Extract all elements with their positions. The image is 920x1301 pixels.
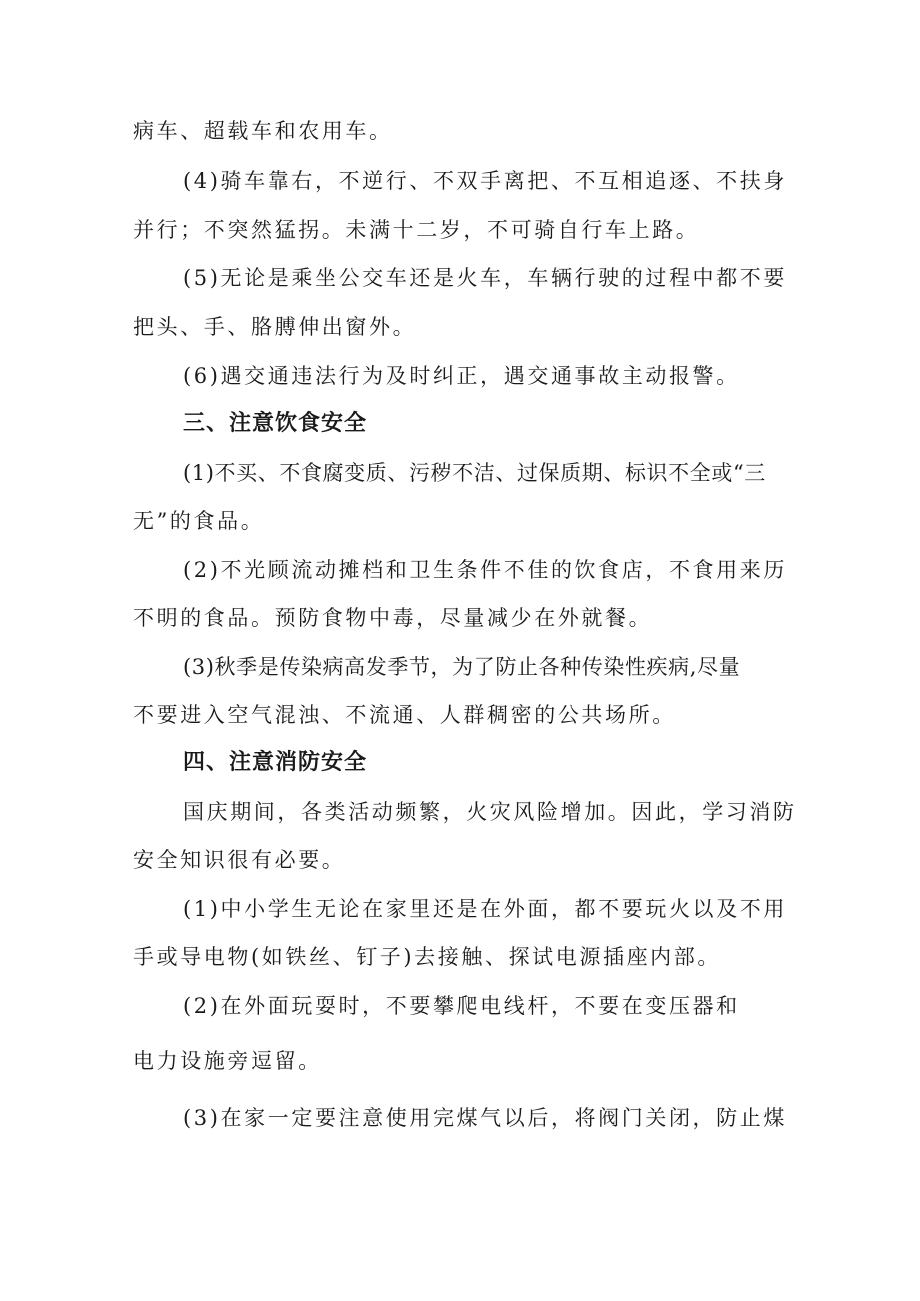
food-item-2-line-2: 不明的食品。预防食物中毒，尽量减少在外就餐。: [133, 606, 653, 630]
food-item-3-line-2: 不要进入空气混浊、不流通、人群稠密的公共场所。: [133, 703, 676, 727]
list-item-6: (6)遇交通违法行为及时纠正，遇交通事故主动报警。: [183, 364, 740, 388]
list-item-4-line-2: 并行；不突然猛拐。未满十二岁，不可骑自行车上路。: [133, 218, 700, 242]
list-item-4-line-1: (4)骑车靠右，不逆行、不双手离把、不互相追逐、不扶身: [183, 169, 787, 193]
fire-intro-line-2: 安全知识很有必要。: [133, 848, 346, 872]
fire-item-2-line-1: (2)在外面玩耍时，不要攀爬电线杆，不要在变压器和: [183, 994, 740, 1018]
food-item-1-line-2: 无”的食品。: [133, 509, 265, 533]
list-item-5-line-2: 把头、手、胳膊伸出窗外。: [133, 315, 417, 339]
fire-item-3-line-1: (3)在家一定要注意使用完煤气以后，将阀门关闭，防止煤: [183, 1106, 787, 1130]
fire-item-2-line-2: 电力设施旁逗留。: [133, 1049, 322, 1073]
food-item-1-line-1: (1)不买、不食腐变质、污秽不洁、过保质期、标识不全或“三: [183, 461, 766, 485]
food-item-3-line-1: (3)秋季是传染病高发季节，为了防止各种传染性疾病,尽量: [183, 655, 741, 679]
food-item-2-line-1: (2)不光顾流动摊档和卫生条件不佳的饮食店，不食用来历: [183, 558, 787, 582]
fire-item-1-line-2: 手或导电物(如铁丝、钉子)去接触、探试电源插座内部。: [133, 945, 721, 969]
paragraph-line: 病车、超载车和农用车。: [133, 119, 393, 143]
fire-intro-line-1: 国庆期间，各类活动频繁，火灾风险增加。因此，学习消防: [183, 800, 797, 824]
section-heading-food-safety: 三、注意饮食安全: [183, 411, 368, 436]
section-heading-fire-safety: 四、注意消防安全: [183, 750, 368, 775]
list-item-5-line-1: (5)无论是乘坐公交车还是火车，车辆行驶的过程中都不要: [183, 266, 787, 290]
fire-item-1-line-1: (1)中小学生无论在家里还是在外面，都不要玩火以及不用: [183, 897, 787, 921]
